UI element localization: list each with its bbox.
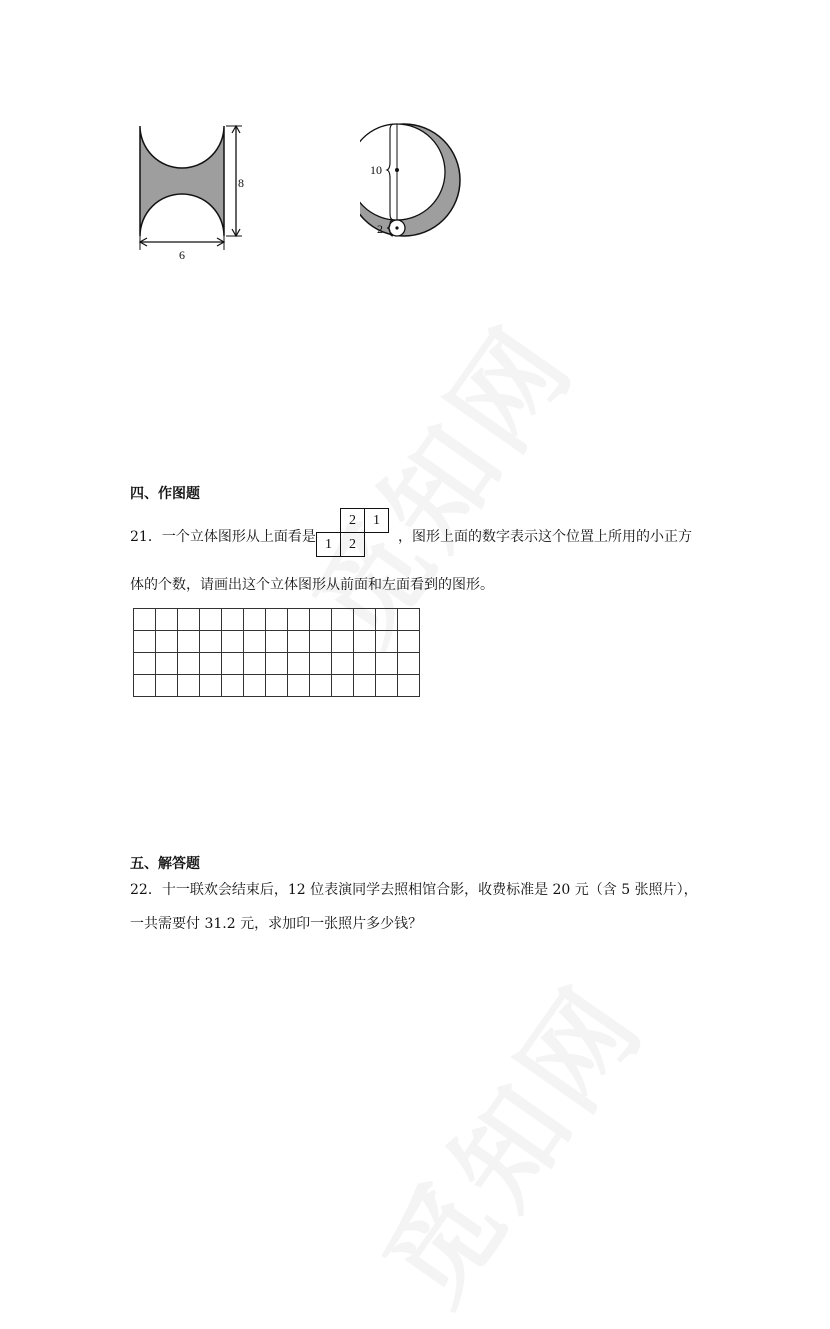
grid-cell[interactable] — [332, 631, 354, 653]
grid-cell[interactable] — [200, 653, 222, 675]
grid-cell[interactable] — [200, 675, 222, 697]
grid-cell[interactable] — [244, 631, 266, 653]
small-circle-label: 2 — [377, 222, 383, 236]
grid-cell[interactable] — [156, 675, 178, 697]
grid-cell[interactable] — [354, 653, 376, 675]
grid-cell[interactable] — [266, 609, 288, 631]
grid-cell[interactable] — [134, 609, 156, 631]
grid-cell[interactable] — [332, 653, 354, 675]
top-view-figure — [316, 508, 389, 557]
top-view-cell: 2 — [341, 509, 365, 533]
grid-cell[interactable] — [200, 609, 222, 631]
section-4-title: 四、作图题 — [130, 486, 200, 502]
top-view-cell: 1 — [365, 509, 389, 533]
grid-cell[interactable] — [398, 631, 420, 653]
grid-cell[interactable] — [332, 675, 354, 697]
grid-cell[interactable] — [310, 609, 332, 631]
question-22-line2: 一共需要付 31.2 元，求加印一张照片多少钱？ — [130, 916, 423, 932]
grid-cell[interactable] — [222, 675, 244, 697]
grid-cell[interactable] — [134, 631, 156, 653]
grid-cell[interactable] — [288, 653, 310, 675]
grid-cell[interactable] — [134, 675, 156, 697]
grid-cell[interactable] — [310, 631, 332, 653]
grid-cell[interactable] — [266, 675, 288, 697]
grid-cell[interactable] — [222, 653, 244, 675]
grid-cell[interactable] — [354, 609, 376, 631]
grid-cell[interactable] — [266, 631, 288, 653]
grid-cell[interactable] — [310, 653, 332, 675]
grid-cell[interactable] — [376, 653, 398, 675]
grid-cell[interactable] — [398, 675, 420, 697]
shaded-region — [140, 126, 224, 236]
grid-cell[interactable] — [244, 675, 266, 697]
question-21-number: 21． — [130, 529, 162, 545]
grid-cell[interactable] — [156, 631, 178, 653]
question-21-line1 — [130, 527, 316, 547]
top-view-cell — [365, 533, 389, 557]
grid-cell[interactable] — [332, 609, 354, 631]
watermark-lower — [341, 949, 673, 1329]
grid-cell[interactable] — [354, 675, 376, 697]
grid-cell[interactable] — [222, 631, 244, 653]
grid-cell[interactable] — [288, 609, 310, 631]
figure-right-circles — [360, 112, 470, 244]
grid-cell[interactable] — [398, 653, 420, 675]
grid-cell[interactable] — [222, 609, 244, 631]
top-view-cell: 2 — [341, 533, 365, 557]
grid-cell[interactable] — [178, 675, 200, 697]
width-label: 6 — [179, 248, 185, 262]
grid-cell[interactable] — [244, 653, 266, 675]
big-circle-label: 10 — [370, 163, 382, 177]
grid-cell[interactable] — [178, 653, 200, 675]
figure-left-shaded-shape — [128, 118, 248, 266]
question-21-text-before: 一个立体图形从上面看是 — [161, 529, 316, 545]
grid-cell[interactable] — [156, 609, 178, 631]
grid-cell[interactable] — [288, 631, 310, 653]
top-view-cell — [317, 509, 341, 533]
grid-cell[interactable] — [266, 653, 288, 675]
grid-cell[interactable] — [354, 631, 376, 653]
grid-cell[interactable] — [310, 675, 332, 697]
grid-cell[interactable] — [376, 609, 398, 631]
grid-cell[interactable] — [178, 609, 200, 631]
grid-cell[interactable] — [200, 631, 222, 653]
section-5-title: 五、解答题 — [130, 856, 200, 872]
grid-cell[interactable] — [244, 609, 266, 631]
drawing-grid[interactable] — [133, 608, 420, 697]
grid-cell[interactable] — [288, 675, 310, 697]
grid-cell[interactable] — [134, 653, 156, 675]
top-view-cell: 1 — [317, 533, 341, 557]
question-21-line2: 体的个数，请画出这个立体图形从前面和左面看到的图形。 — [130, 577, 494, 593]
grid-cell[interactable] — [398, 609, 420, 631]
grid-cell[interactable] — [376, 675, 398, 697]
question-21-text-after: ，图形上面的数字表示这个位置上所用的小正方 — [398, 529, 692, 545]
grid-cell[interactable] — [156, 653, 178, 675]
height-label: 8 — [238, 176, 244, 190]
question-22-line1: 22．十一联欢会结束后，12 位表演同学去照相馆合影，收费标准是 20 元（含 5 张照片）， — [130, 882, 698, 898]
grid-cell[interactable] — [178, 631, 200, 653]
grid-cell[interactable] — [376, 631, 398, 653]
